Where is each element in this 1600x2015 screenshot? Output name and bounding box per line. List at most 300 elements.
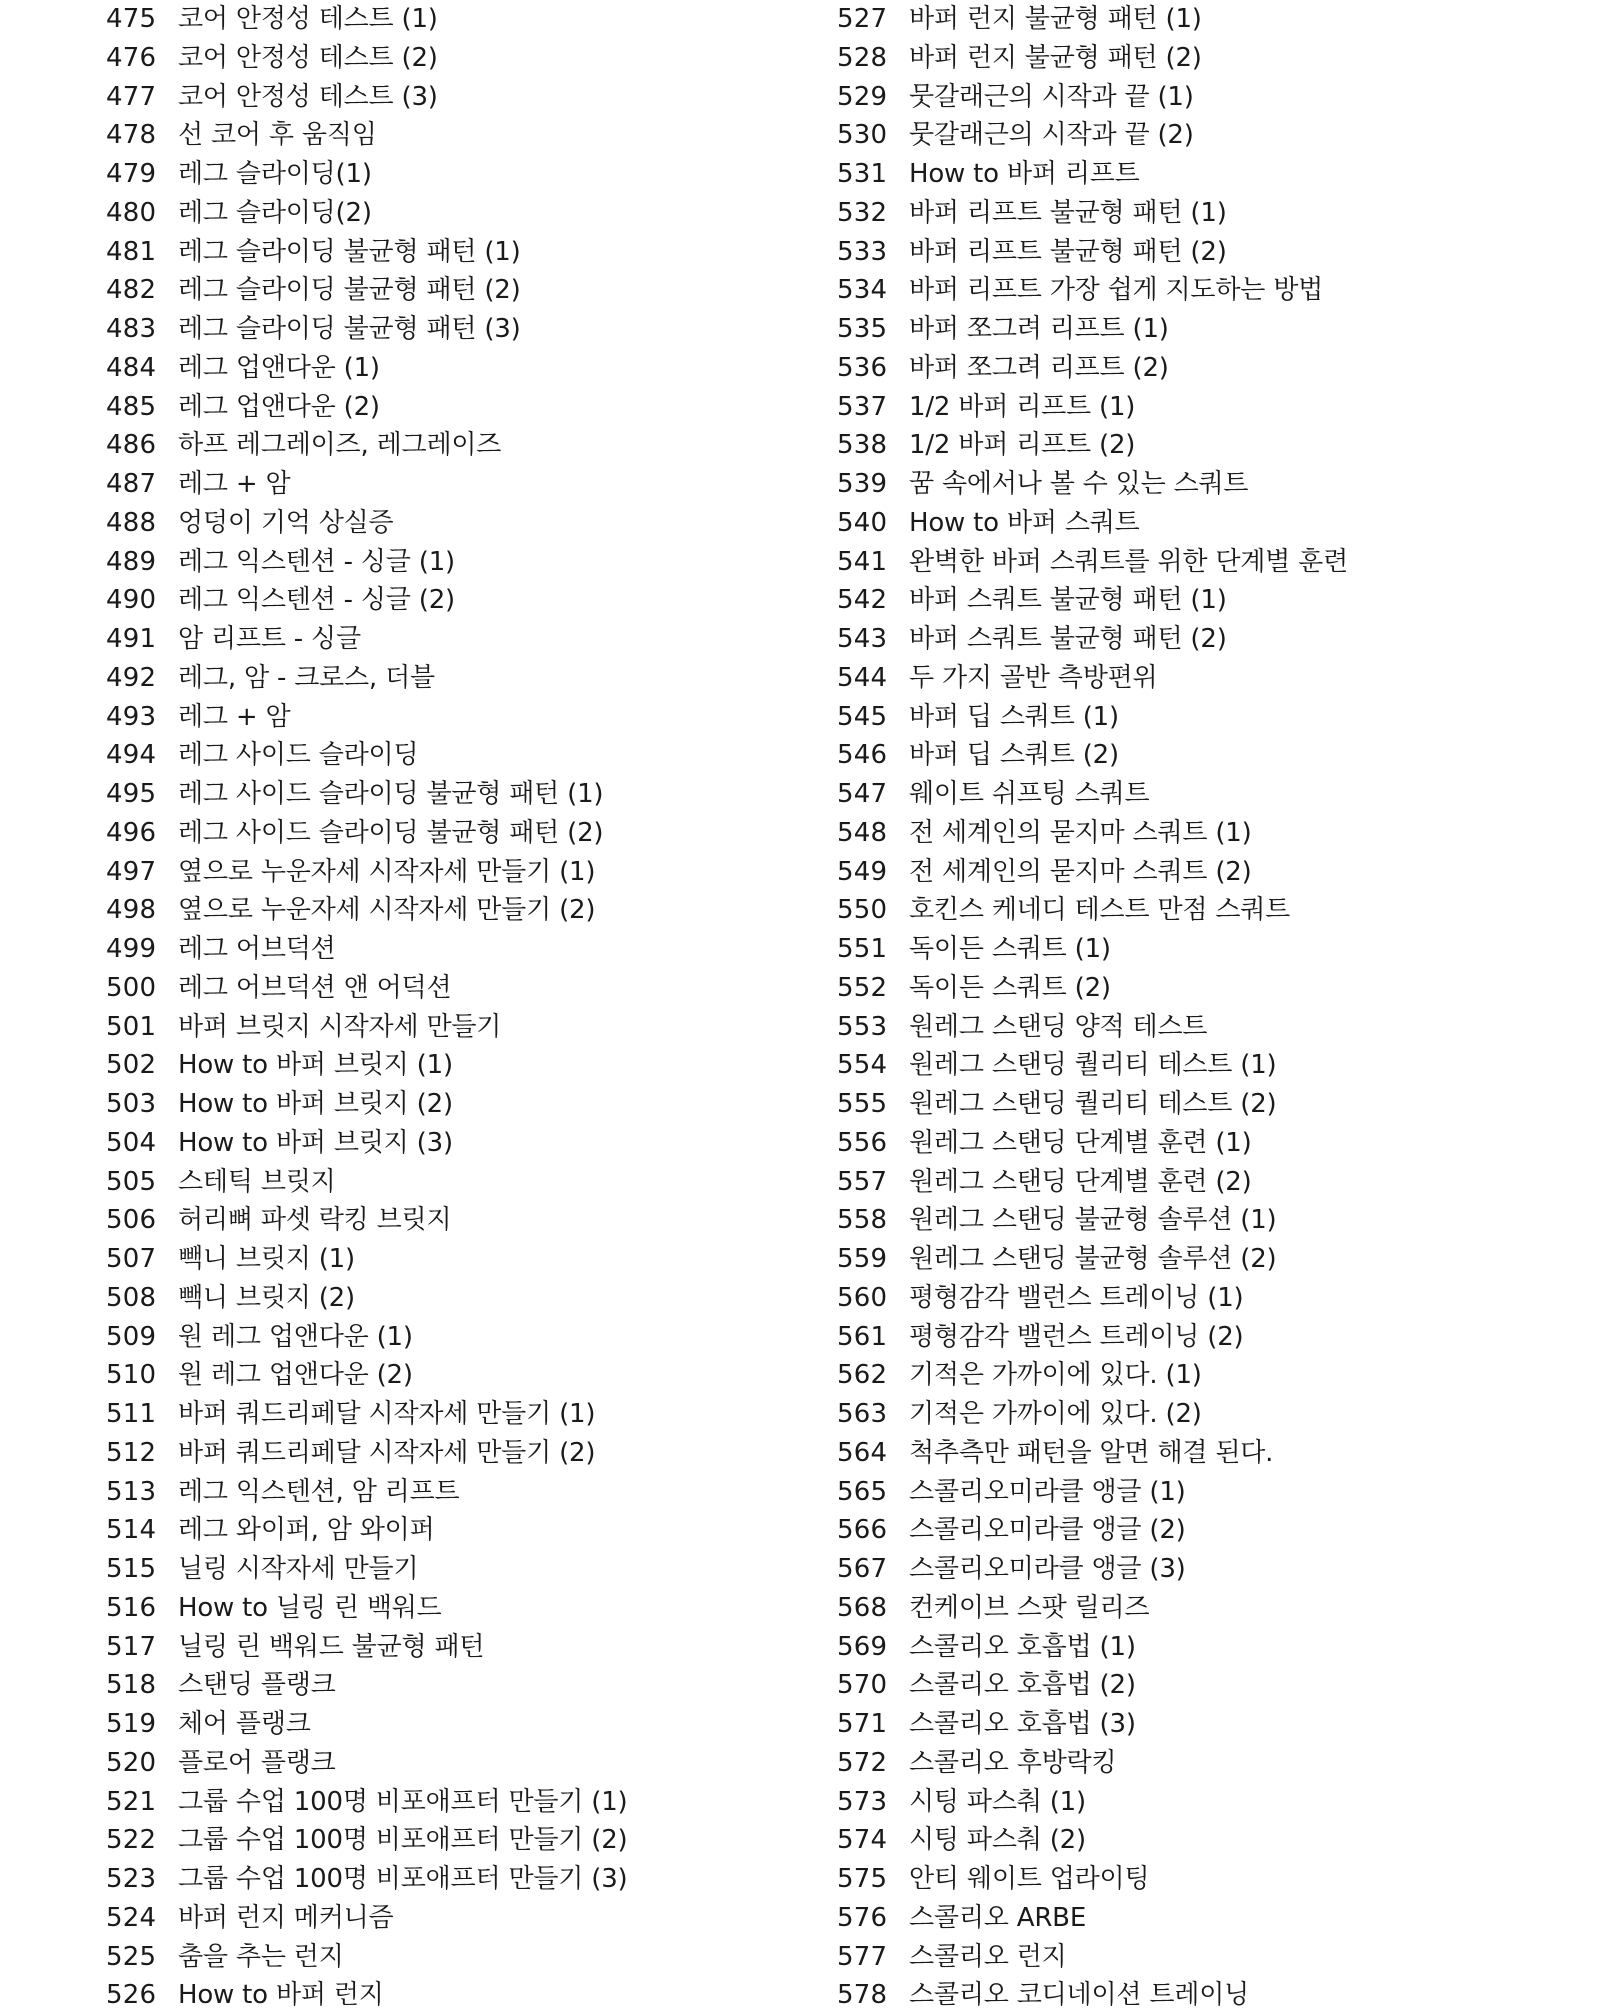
toc-entry xyxy=(106,1395,806,1434)
toc-entry xyxy=(106,1666,806,1705)
entry-title: 닐링 시작자세 만들기 xyxy=(178,1554,419,1584)
entry-title: 허리뼈 파셋 락킹 브릿지 xyxy=(178,1205,452,1236)
entry-number: 534 xyxy=(837,275,888,306)
entry-number: 525 xyxy=(106,1941,157,1972)
entry-title: 레그 슬라이딩(1) xyxy=(178,159,372,189)
entry-number: 488 xyxy=(106,507,157,538)
toc-entry xyxy=(837,1976,1577,2015)
entry-title: 뭇갈래근의 시작과 끝 (1) xyxy=(909,81,1194,112)
toc-entry xyxy=(106,116,806,155)
entry-title: 원레그 스탠딩 불균형 솔루션 (2) xyxy=(909,1244,1277,1274)
toc-entry xyxy=(837,1163,1577,1202)
entry-number: 510 xyxy=(106,1360,157,1391)
entry-title: 원 레그 업앤다운 (1) xyxy=(178,1321,413,1352)
toc-entry xyxy=(106,0,806,39)
entry-number: 506 xyxy=(106,1205,157,1236)
entry-number: 566 xyxy=(837,1515,888,1546)
toc-entry xyxy=(106,1046,806,1085)
entry-number: 537 xyxy=(837,391,888,422)
entry-title: 스콜리오 호흡법 (2) xyxy=(909,1670,1136,1701)
entry-title: 바퍼 쪼그려 리프트 (2) xyxy=(909,352,1169,383)
toc-entry xyxy=(837,1085,1577,1124)
entry-title: 스콜리오 호흡법 (3) xyxy=(909,1709,1136,1739)
entry-title: 웨이트 쉬프팅 스쿼트 xyxy=(909,779,1150,809)
entry-title: 스콜리오 후방락킹 xyxy=(909,1747,1117,1778)
entry-number: 547 xyxy=(837,779,888,809)
toc-entry xyxy=(837,969,1577,1008)
entry-number: 477 xyxy=(106,81,157,112)
entry-title: 호킨스 케네디 테스트 만점 스쿼트 xyxy=(909,895,1291,926)
entry-number: 496 xyxy=(106,817,157,848)
toc-entry xyxy=(837,116,1577,155)
entry-number: 543 xyxy=(837,624,888,654)
entry-number: 528 xyxy=(837,42,888,73)
entry-number: 531 xyxy=(837,159,888,189)
entry-title: How to 바퍼 브릿지 (3) xyxy=(178,1127,453,1158)
entry-title: 그룹 수업 100명 비포애프터 만들기 (2) xyxy=(178,1825,628,1856)
entry-number: 554 xyxy=(837,1050,888,1081)
entry-title: 레그 업앤다운 (2) xyxy=(178,391,380,422)
entry-title: 1/2 바퍼 리프트 (2) xyxy=(909,430,1136,461)
entry-title: 1/2 바퍼 리프트 (1) xyxy=(909,391,1136,422)
entry-title: 레그 어브덕션 앤 어덕션 xyxy=(178,972,452,1003)
toc-entry xyxy=(837,155,1577,194)
entry-number: 518 xyxy=(106,1670,157,1701)
entry-number: 541 xyxy=(837,546,888,577)
toc-entry xyxy=(837,78,1577,117)
toc-entry xyxy=(106,543,806,582)
entry-title: 코어 안정성 테스트 (3) xyxy=(178,81,438,112)
entry-title: 체어 플랭크 xyxy=(178,1709,311,1739)
toc-entry xyxy=(837,1356,1577,1395)
toc-entry xyxy=(837,659,1577,698)
toc-entry xyxy=(106,969,806,1008)
entry-title: 빽니 브릿지 (2) xyxy=(178,1282,355,1313)
entry-number: 492 xyxy=(106,662,157,693)
entry-number: 545 xyxy=(837,701,888,732)
entry-number: 524 xyxy=(106,1902,157,1933)
toc-entry xyxy=(106,1085,806,1124)
toc-entry xyxy=(106,698,806,737)
entry-title: 바퍼 런지 메커니즘 xyxy=(178,1902,394,1933)
toc-entry xyxy=(837,1744,1577,1783)
entry-title: 바퍼 런지 불균형 패턴 (1) xyxy=(909,4,1202,34)
entry-number: 498 xyxy=(106,895,157,926)
toc-entry xyxy=(837,1628,1577,1667)
entry-title: 레그 사이드 슬라이딩 불균형 패턴 (1) xyxy=(178,779,604,809)
entry-number: 550 xyxy=(837,895,888,926)
entry-number: 577 xyxy=(837,1941,888,1972)
entry-title: 바퍼 딥 스쿼트 (2) xyxy=(909,740,1119,771)
entry-number: 504 xyxy=(106,1127,157,1158)
entry-number: 540 xyxy=(837,507,888,538)
toc-entry xyxy=(837,620,1577,659)
toc-entry xyxy=(106,271,806,310)
entry-title: 레그 + 암 xyxy=(178,701,291,732)
toc-entry xyxy=(106,1008,806,1047)
toc-entry xyxy=(106,736,806,775)
entry-title: 바퍼 브릿지 시작자세 만들기 xyxy=(178,1011,502,1042)
toc-entry xyxy=(106,853,806,892)
toc-entry xyxy=(106,426,806,465)
toc-entry xyxy=(106,1163,806,1202)
entry-title: 스탠딩 플랭크 xyxy=(178,1670,336,1701)
toc-entry xyxy=(106,1434,806,1473)
entry-number: 529 xyxy=(837,81,888,112)
entry-title: 컨케이브 스팟 릴리즈 xyxy=(909,1592,1150,1623)
toc-entry xyxy=(106,349,806,388)
toc-entry xyxy=(837,1046,1577,1085)
entry-number: 560 xyxy=(837,1282,888,1313)
toc-entry xyxy=(837,581,1577,620)
entry-number: 497 xyxy=(106,856,157,887)
entry-title: 바퍼 쿼드리페달 시작자세 만들기 (1) xyxy=(178,1399,596,1429)
toc-entry xyxy=(837,543,1577,582)
toc-entry xyxy=(837,465,1577,504)
toc-entry xyxy=(837,1860,1577,1899)
entry-title: How to 바퍼 런지 xyxy=(178,1980,384,2011)
toc-entry xyxy=(106,1240,806,1279)
entry-title: 바퍼 스쿼트 불균형 패턴 (1) xyxy=(909,585,1227,616)
toc-entry xyxy=(106,1589,806,1628)
entry-number: 539 xyxy=(837,469,888,499)
entry-number: 479 xyxy=(106,159,157,189)
entry-title: 레그 와이퍼, 암 와이퍼 xyxy=(178,1515,435,1546)
entry-title: 스콜리오 호흡법 (1) xyxy=(909,1631,1136,1662)
toc-entry xyxy=(837,271,1577,310)
entry-number: 553 xyxy=(837,1011,888,1042)
entry-number: 495 xyxy=(106,779,157,809)
entry-number: 549 xyxy=(837,856,888,887)
toc-entry xyxy=(837,1550,1577,1589)
toc-entry xyxy=(837,814,1577,853)
entry-title: 빽니 브릿지 (1) xyxy=(178,1244,355,1274)
entry-number: 575 xyxy=(837,1864,888,1894)
toc-entry xyxy=(106,891,806,930)
toc-entry xyxy=(106,775,806,814)
entry-number: 475 xyxy=(106,4,157,34)
toc-entry xyxy=(837,1821,1577,1860)
entry-number: 530 xyxy=(837,120,888,151)
entry-title: 스콜리오 런지 xyxy=(909,1941,1067,1972)
entry-title: How to 바퍼 브릿지 (2) xyxy=(178,1089,453,1119)
entry-title: How to 닐링 린 백워드 xyxy=(178,1592,442,1623)
entry-number: 526 xyxy=(106,1980,157,2011)
toc-entry xyxy=(837,853,1577,892)
entry-number: 505 xyxy=(106,1166,157,1197)
entry-title: 스콜리오미라클 앵글 (3) xyxy=(909,1554,1186,1584)
entry-title: 원 레그 업앤다운 (2) xyxy=(178,1360,413,1391)
toc-entry xyxy=(837,1240,1577,1279)
toc-entry xyxy=(837,1201,1577,1240)
entry-title: 바퍼 쪼그려 리프트 (1) xyxy=(909,314,1169,344)
entry-number: 499 xyxy=(106,934,157,964)
entry-title: 레그 사이드 슬라이딩 xyxy=(178,740,419,771)
toc-entry xyxy=(837,349,1577,388)
entry-number: 501 xyxy=(106,1011,157,1042)
entry-title: 바퍼 딥 스쿼트 (1) xyxy=(909,701,1119,732)
toc-entry xyxy=(837,388,1577,427)
toc-entry xyxy=(106,1511,806,1550)
entry-title: 레그 익스텐션 - 싱글 (1) xyxy=(178,546,455,577)
entry-number: 521 xyxy=(106,1786,157,1817)
entry-title: 두 가지 골반 측방편위 xyxy=(909,662,1158,693)
toc-entry xyxy=(837,775,1577,814)
toc-column-left xyxy=(106,0,806,2015)
toc-entry xyxy=(106,1976,806,2015)
entry-number: 572 xyxy=(837,1747,888,1778)
entry-title: 스테틱 브릿지 xyxy=(178,1166,336,1197)
entry-title: 엉덩이 기억 상실증 xyxy=(178,507,394,538)
entry-title: How to 바퍼 리프트 xyxy=(909,159,1140,189)
entry-number: 520 xyxy=(106,1747,157,1778)
entry-number: 551 xyxy=(837,934,888,964)
entry-title: 레그 슬라이딩 불균형 패턴 (3) xyxy=(178,314,521,344)
toc-entry xyxy=(106,465,806,504)
toc-entry xyxy=(837,1938,1577,1977)
toc-entry xyxy=(837,1589,1577,1628)
toc-entry xyxy=(837,1473,1577,1512)
entry-number: 523 xyxy=(106,1864,157,1894)
entry-number: 559 xyxy=(837,1244,888,1274)
toc-entry xyxy=(837,194,1577,233)
entry-title: 전 세계인의 묻지마 스쿼트 (1) xyxy=(909,817,1252,848)
entry-number: 489 xyxy=(106,546,157,577)
entry-title: 원레그 스탠딩 퀄리티 테스트 (2) xyxy=(909,1089,1277,1119)
toc-entry xyxy=(106,1628,806,1667)
entry-number: 563 xyxy=(837,1399,888,1429)
entry-number: 511 xyxy=(106,1399,157,1429)
entry-title: 척추측만 패턴을 알면 해결 된다. xyxy=(909,1437,1274,1468)
toc-entry xyxy=(106,1318,806,1357)
entry-number: 556 xyxy=(837,1127,888,1158)
entry-title: 독이든 스쿼트 (1) xyxy=(909,934,1111,964)
toc-entry xyxy=(837,736,1577,775)
toc-entry xyxy=(837,1008,1577,1047)
entry-number: 519 xyxy=(106,1709,157,1739)
entry-title: 스콜리오 코디네이션 트레이닝 xyxy=(909,1980,1250,2011)
entry-title: 레그 익스텐션, 암 리프트 xyxy=(178,1476,460,1507)
toc-entry xyxy=(106,1356,806,1395)
entry-title: 그룹 수업 100명 비포애프터 만들기 (3) xyxy=(178,1864,628,1894)
entry-title: 레그 어브덕션 xyxy=(178,934,336,964)
toc-entry xyxy=(106,1124,806,1163)
toc-entry xyxy=(106,39,806,78)
entry-title: 바퍼 리프트 불균형 패턴 (1) xyxy=(909,197,1227,228)
toc-entry xyxy=(837,698,1577,737)
entry-title: 옆으로 누운자세 시작자세 만들기 (2) xyxy=(178,895,596,926)
entry-title: 레그 슬라이딩 불균형 패턴 (1) xyxy=(178,236,521,267)
entry-number: 533 xyxy=(837,236,888,267)
entry-number: 574 xyxy=(837,1825,888,1856)
entry-number: 485 xyxy=(106,391,157,422)
entry-number: 532 xyxy=(837,197,888,228)
toc-entry xyxy=(837,1279,1577,1318)
entry-title: 그룹 수업 100명 비포애프터 만들기 (1) xyxy=(178,1786,628,1817)
toc-entry xyxy=(106,233,806,272)
toc-entry xyxy=(837,1783,1577,1822)
entry-number: 557 xyxy=(837,1166,888,1197)
entry-title: 시팅 파스춰 (1) xyxy=(909,1786,1086,1817)
toc-entry xyxy=(837,1705,1577,1744)
entry-title: 원레그 스탠딩 불균형 솔루션 (1) xyxy=(909,1205,1277,1236)
entry-title: 바퍼 스쿼트 불균형 패턴 (2) xyxy=(909,624,1227,654)
entry-title: 레그 익스텐션 - 싱글 (2) xyxy=(178,585,455,616)
entry-number: 555 xyxy=(837,1089,888,1119)
toc-entry xyxy=(106,504,806,543)
entry-title: 완벽한 바퍼 스쿼트를 위한 단계별 훈련 xyxy=(909,546,1348,577)
toc-entry xyxy=(837,1511,1577,1550)
entry-number: 567 xyxy=(837,1554,888,1584)
entry-title: 원레그 스탠딩 양적 테스트 xyxy=(909,1011,1208,1042)
toc-entry xyxy=(106,310,806,349)
entry-title: 평형감각 밸런스 트레이닝 (2) xyxy=(909,1321,1244,1352)
entry-number: 483 xyxy=(106,314,157,344)
toc-entry xyxy=(106,1821,806,1860)
entry-number: 565 xyxy=(837,1476,888,1507)
entry-number: 548 xyxy=(837,817,888,848)
entry-number: 508 xyxy=(106,1282,157,1313)
entry-number: 503 xyxy=(106,1089,157,1119)
toc-entry xyxy=(106,1473,806,1512)
entry-title: 하프 레그레이즈, 레그레이즈 xyxy=(178,430,502,461)
entry-number: 494 xyxy=(106,740,157,771)
entry-number: 564 xyxy=(837,1437,888,1468)
toc-entry xyxy=(106,388,806,427)
toc-entry xyxy=(837,1899,1577,1938)
entry-title: 레그 슬라이딩 불균형 패턴 (2) xyxy=(178,275,521,306)
toc-entry xyxy=(837,1395,1577,1434)
toc-entry xyxy=(106,1938,806,1977)
entry-title: 기적은 가까이에 있다. (2) xyxy=(909,1399,1202,1429)
toc-entry xyxy=(106,620,806,659)
toc-entry xyxy=(106,1783,806,1822)
toc-column-right xyxy=(837,0,1577,2015)
toc-entry xyxy=(106,1860,806,1899)
entry-number: 570 xyxy=(837,1670,888,1701)
entry-number: 573 xyxy=(837,1786,888,1817)
toc-entry xyxy=(837,1666,1577,1705)
toc-entry xyxy=(106,814,806,853)
entry-title: 원레그 스탠딩 단계별 훈련 (2) xyxy=(909,1166,1252,1197)
entry-number: 507 xyxy=(106,1244,157,1274)
toc-entry xyxy=(106,78,806,117)
toc-entry xyxy=(837,0,1577,39)
toc-entry xyxy=(106,1550,806,1589)
entry-title: 평형감각 밸런스 트레이닝 (1) xyxy=(909,1282,1244,1313)
entry-number: 542 xyxy=(837,585,888,616)
entry-title: 옆으로 누운자세 시작자세 만들기 (1) xyxy=(178,856,596,887)
entry-title: 춤을 추는 런지 xyxy=(178,1941,344,1972)
entry-title: How to 바퍼 브릿지 (1) xyxy=(178,1050,453,1081)
toc-entry xyxy=(837,426,1577,465)
entry-number: 517 xyxy=(106,1631,157,1662)
toc-entry xyxy=(106,1705,806,1744)
entry-number: 481 xyxy=(106,236,157,267)
entry-title: 전 세계인의 묻지마 스쿼트 (2) xyxy=(909,856,1252,887)
entry-number: 509 xyxy=(106,1321,157,1352)
entry-title: 레그, 암 - 크로스, 더블 xyxy=(178,662,435,693)
entry-title: 레그 + 암 xyxy=(178,469,291,499)
entry-number: 544 xyxy=(837,662,888,693)
entry-title: 꿈 속에서나 볼 수 있는 스쿼트 xyxy=(909,469,1249,499)
entry-title: 선 코어 후 움직임 xyxy=(178,120,377,151)
entry-title: 바퍼 런지 불균형 패턴 (2) xyxy=(909,42,1202,73)
entry-title: 독이든 스쿼트 (2) xyxy=(909,972,1111,1003)
entry-number: 502 xyxy=(106,1050,157,1081)
entry-number: 535 xyxy=(837,314,888,344)
entry-number: 487 xyxy=(106,469,157,499)
entry-number: 578 xyxy=(837,1980,888,2011)
entry-title: 바퍼 쿼드리페달 시작자세 만들기 (2) xyxy=(178,1437,596,1468)
toc-entry xyxy=(106,155,806,194)
entry-number: 516 xyxy=(106,1592,157,1623)
entry-title: How to 바퍼 스쿼트 xyxy=(909,507,1140,538)
entry-title: 암 리프트 - 싱글 xyxy=(178,624,361,654)
entry-number: 491 xyxy=(106,624,157,654)
entry-title: 스콜리오미라클 앵글 (2) xyxy=(909,1515,1186,1546)
entry-number: 527 xyxy=(837,4,888,34)
toc-entry xyxy=(837,310,1577,349)
entry-title: 바퍼 리프트 가장 쉽게 지도하는 방법 xyxy=(909,275,1324,306)
entry-number: 482 xyxy=(106,275,157,306)
entry-number: 569 xyxy=(837,1631,888,1662)
entry-number: 546 xyxy=(837,740,888,771)
toc-entry xyxy=(106,581,806,620)
entry-title: 플로어 플랭크 xyxy=(178,1747,336,1778)
entry-number: 571 xyxy=(837,1709,888,1739)
entry-number: 552 xyxy=(837,972,888,1003)
entry-number: 515 xyxy=(106,1554,157,1584)
toc-entry xyxy=(106,194,806,233)
entry-title: 뭇갈래근의 시작과 끝 (2) xyxy=(909,120,1194,151)
toc-entry xyxy=(106,930,806,969)
toc-entry xyxy=(837,504,1577,543)
entry-number: 558 xyxy=(837,1205,888,1236)
toc-entry xyxy=(106,1279,806,1318)
entry-number: 484 xyxy=(106,352,157,383)
entry-title: 바퍼 리프트 불균형 패턴 (2) xyxy=(909,236,1227,267)
entry-number: 514 xyxy=(106,1515,157,1546)
entry-number: 522 xyxy=(106,1825,157,1856)
entry-title: 원레그 스탠딩 퀄리티 테스트 (1) xyxy=(909,1050,1277,1081)
entry-number: 493 xyxy=(106,701,157,732)
entry-title: 코어 안정성 테스트 (1) xyxy=(178,4,438,34)
entry-title: 닐링 린 백워드 불균형 패턴 xyxy=(178,1631,485,1662)
entry-title: 시팅 파스춰 (2) xyxy=(909,1825,1086,1856)
toc-entry xyxy=(106,659,806,698)
entry-title: 원레그 스탠딩 단계별 훈련 (1) xyxy=(909,1127,1252,1158)
entry-number: 538 xyxy=(837,430,888,461)
entry-number: 478 xyxy=(106,120,157,151)
toc-entry xyxy=(837,930,1577,969)
entry-number: 476 xyxy=(106,42,157,73)
entry-number: 576 xyxy=(837,1902,888,1933)
toc-entry xyxy=(837,39,1577,78)
entry-number: 561 xyxy=(837,1321,888,1352)
entry-number: 512 xyxy=(106,1437,157,1468)
toc-entry xyxy=(106,1744,806,1783)
entry-number: 480 xyxy=(106,197,157,228)
toc-entry xyxy=(837,1434,1577,1473)
entry-title: 코어 안정성 테스트 (2) xyxy=(178,42,438,73)
toc-entry xyxy=(837,1318,1577,1357)
entry-title: 레그 업앤다운 (1) xyxy=(178,352,380,383)
entry-title: 안티 웨이트 업라이팅 xyxy=(909,1864,1150,1894)
entry-number: 562 xyxy=(837,1360,888,1391)
toc-entry xyxy=(106,1899,806,1938)
entry-title: 레그 슬라이딩(2) xyxy=(178,197,372,228)
